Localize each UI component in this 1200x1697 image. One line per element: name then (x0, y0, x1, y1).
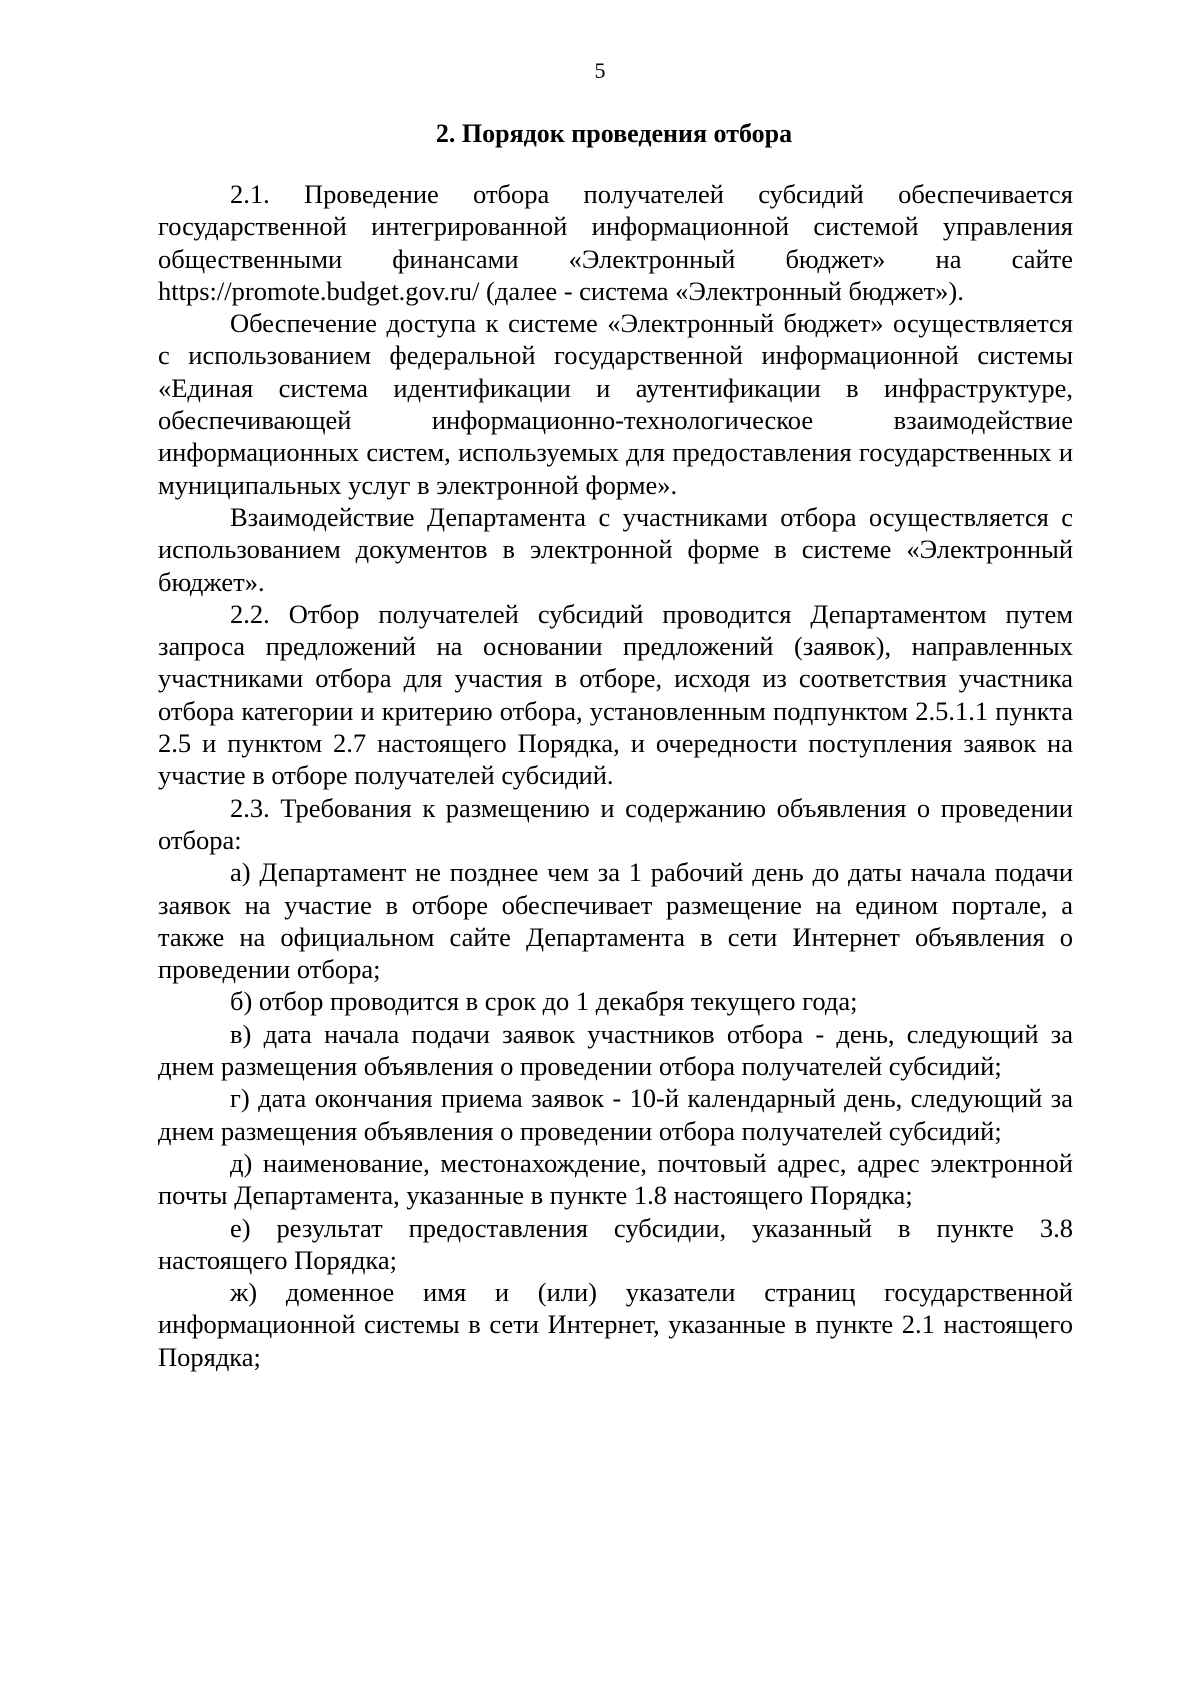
paragraph-2-2: 2.2. Отбор получателей субсидий проводится Департаментом путем запроса предложений на основании предложений (заявок), направленных участниками отбора для участия в отборе, исходя из соответствия участника отбора категории и критерию отбора, установленным подпунктом 2.5.1.1 пункта 2.5 и пунктом 2.7 настоящего Порядка, и очередности поступления заявок на участие в отборе получателей субсидий. (158, 598, 1073, 791)
list-item-v: в) дата начала подачи заявок участников отбора - день, следующий за днем размещения объявления о проведении отбора получателей субсидий; (158, 1018, 1073, 1082)
list-item-a: а) Департамент не позднее чем за 1 рабочий день до даты начала подачи заявок на участие в отборе обеспечивает размещение на едином портале, а также на официальном сайте Департамента в сети Интернет объявления о проведении отбора; (158, 857, 1073, 985)
paragraph-2-1: 2.1. Проведение отбора получателей субсидий обеспечивается государственной интегрированной информационной системой управления общественными финансами «Электронный бюджет» на сайте https://promote.budget.gov.ru/ (далее - система «Электронный бюджет»). (158, 179, 1073, 306)
document-body (158, 178, 1073, 1373)
section-title: 2. Порядок проведения отбора (435, 119, 793, 148)
list-item-g: г) дата окончания приема заявок - 10-й календарный день, следующий за днем размещения объявления о проведении отбора получателей субсидий; (158, 1083, 1073, 1146)
list-item-e: е) результат предоставления субсидии, указанный в пункте 3.8 настоящего Порядка; (158, 1212, 1073, 1275)
paragraph-access: Обеспечение доступа к системе «Электронный бюджет» осуществляется с использованием федеральной государственной информационной системы «Единая система идентификации и аутентификации в инфраструктуре, обеспечивающей информационно-технологическое взаимодействие информационных систем, используемых для предоставления государственных и муниципальных услуг в электронной форме». (158, 308, 1073, 500)
list-item-b: б) отбор проводится в срок до 1 декабря текущего года; (230, 986, 858, 1017)
paragraph-interaction: Взаимодействие Департамента с участниками отбора осуществляется с использованием документов в электронной форме в системе «Электронный бюджет». (158, 501, 1073, 597)
list-item-d: д) наименование, местонахождение, почтовый адрес, адрес электронной почты Департамента, указанные в пункте 1.8 настоящего Порядка; (158, 1147, 1073, 1211)
list-item-zh: ж) доменное имя и (или) указатели страниц государственной информационной системы в сети Интернет, указанные в пункте 2.1 настоящего Порядка; (158, 1277, 1073, 1372)
paragraph-2-3: 2.3. Требования к размещению и содержанию объявления о проведении отбора: (158, 792, 1073, 855)
page-number: 5 (594, 58, 606, 83)
